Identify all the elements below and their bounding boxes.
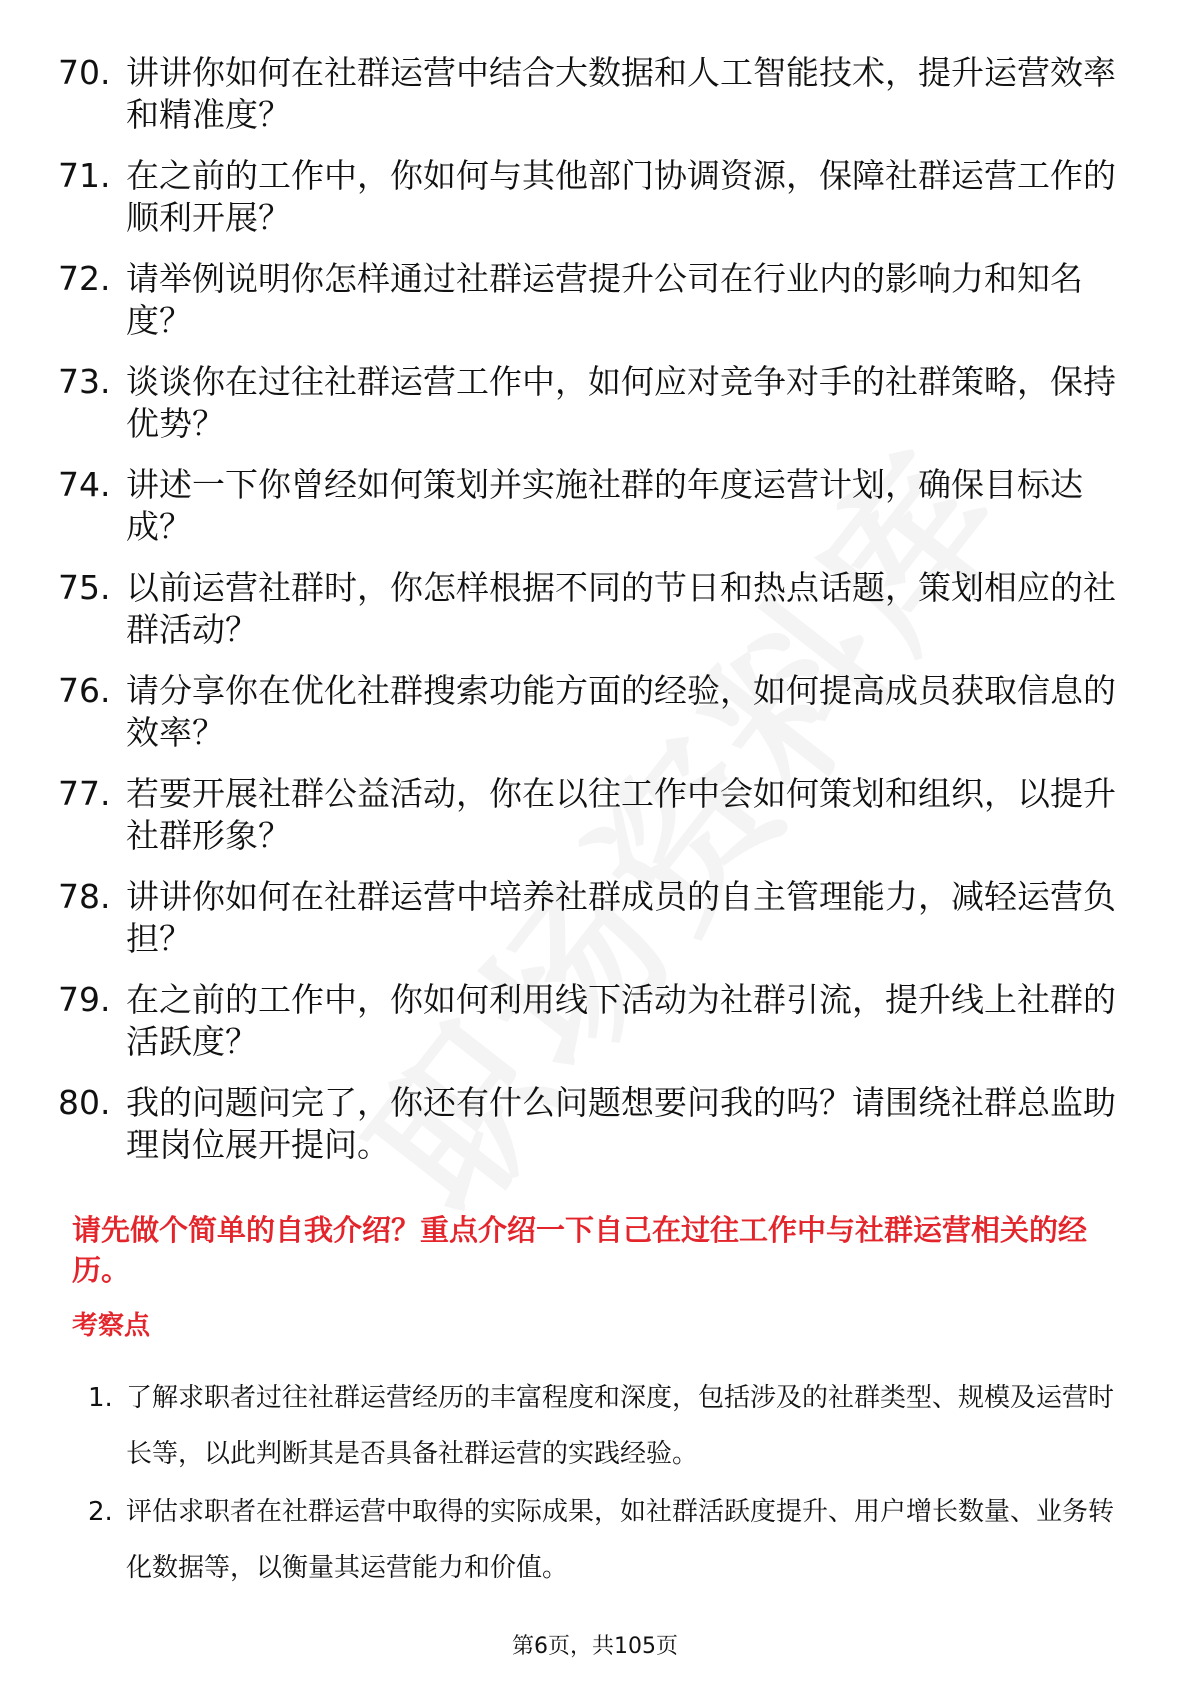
list-item bbox=[58, 670, 1118, 754]
question-number: 72. bbox=[58, 259, 111, 298]
question-number: 70. bbox=[58, 53, 111, 92]
point-text: 评估求职者在社群运营中取得的实际成果，如社群活跃度提升、用户增长数量、业务转化数据等，以衡量其运营能力和价值。 bbox=[126, 1497, 1115, 1583]
point-text: 了解求职者过往社群运营经历的丰富程度和深度，包括涉及的社群类型、规模及运营时长等，以此判断其是否具备社群运营的实践经验。 bbox=[126, 1383, 1115, 1469]
question-number: 80. bbox=[58, 1083, 111, 1122]
question-number: 78. bbox=[58, 877, 111, 916]
question-number: 79. bbox=[58, 980, 111, 1019]
list-item bbox=[80, 1370, 1120, 1482]
question-text: 若要开展社群公益活动，你在以往工作中会如何策划和组织，以提升社群形象？ bbox=[126, 774, 1116, 855]
question-number: 76. bbox=[58, 671, 111, 710]
question-text: 谈谈你在过往社群运营工作中，如何应对竞争对手的社群策略，保持优势？ bbox=[126, 362, 1116, 443]
question-text: 请举例说明你怎样通过社群运营提升公司在行业内的影响力和知名度？ bbox=[126, 259, 1083, 340]
question-number: 74. bbox=[58, 465, 111, 504]
question-text: 请分享你在优化社群搜索功能方面的经验，如何提高成员获取信息的效率？ bbox=[126, 671, 1116, 752]
list-item bbox=[58, 773, 1118, 857]
question-number: 77. bbox=[58, 774, 111, 813]
list-item bbox=[58, 979, 1118, 1063]
highlight-question: 请先做个简单的自我介绍？重点介绍一下自己在过往工作中与社群运营相关的经历。 bbox=[72, 1213, 1088, 1287]
question-number: 75. bbox=[58, 568, 111, 607]
assessment-points bbox=[80, 1370, 1120, 1598]
list-item bbox=[58, 567, 1118, 651]
question-text: 在之前的工作中，你如何利用线下活动为社群引流，提升线上社群的活跃度？ bbox=[126, 980, 1116, 1061]
question-text: 讲讲你如何在社群运营中培养社群成员的自主管理能力，减轻运营负担？ bbox=[126, 877, 1116, 958]
list-item bbox=[80, 1484, 1120, 1596]
question-list bbox=[58, 52, 1118, 1185]
point-number: 1. bbox=[88, 1383, 113, 1413]
question-text: 我的问题问完了，你还有什么问题想要问我的吗？请围绕社群总监助理岗位展开提问。 bbox=[126, 1083, 1116, 1164]
list-item bbox=[58, 52, 1118, 136]
page-footer: 第6页，共105页 bbox=[512, 1634, 678, 1659]
list-item bbox=[58, 155, 1118, 239]
list-item bbox=[58, 258, 1118, 342]
question-number: 73. bbox=[58, 362, 111, 401]
list-item bbox=[58, 464, 1118, 548]
question-text: 在之前的工作中，你如何与其他部门协调资源，保障社群运营工作的顺利开展？ bbox=[126, 156, 1116, 237]
list-item bbox=[58, 361, 1118, 445]
question-text: 以前运营社群时，你怎样根据不同的节日和热点话题，策划相应的社群活动？ bbox=[126, 568, 1116, 649]
point-number: 2. bbox=[88, 1497, 113, 1527]
question-number: 71. bbox=[58, 156, 111, 195]
question-text: 讲述一下你曾经如何策划并实施社群的年度运营计划，确保目标达成？ bbox=[126, 465, 1083, 546]
list-item bbox=[58, 1082, 1118, 1166]
list-item bbox=[58, 876, 1118, 960]
section-title: 考察点 bbox=[72, 1311, 151, 1341]
question-text: 讲讲你如何在社群运营中结合大数据和人工智能技术，提升运营效率和精准度？ bbox=[126, 53, 1116, 134]
